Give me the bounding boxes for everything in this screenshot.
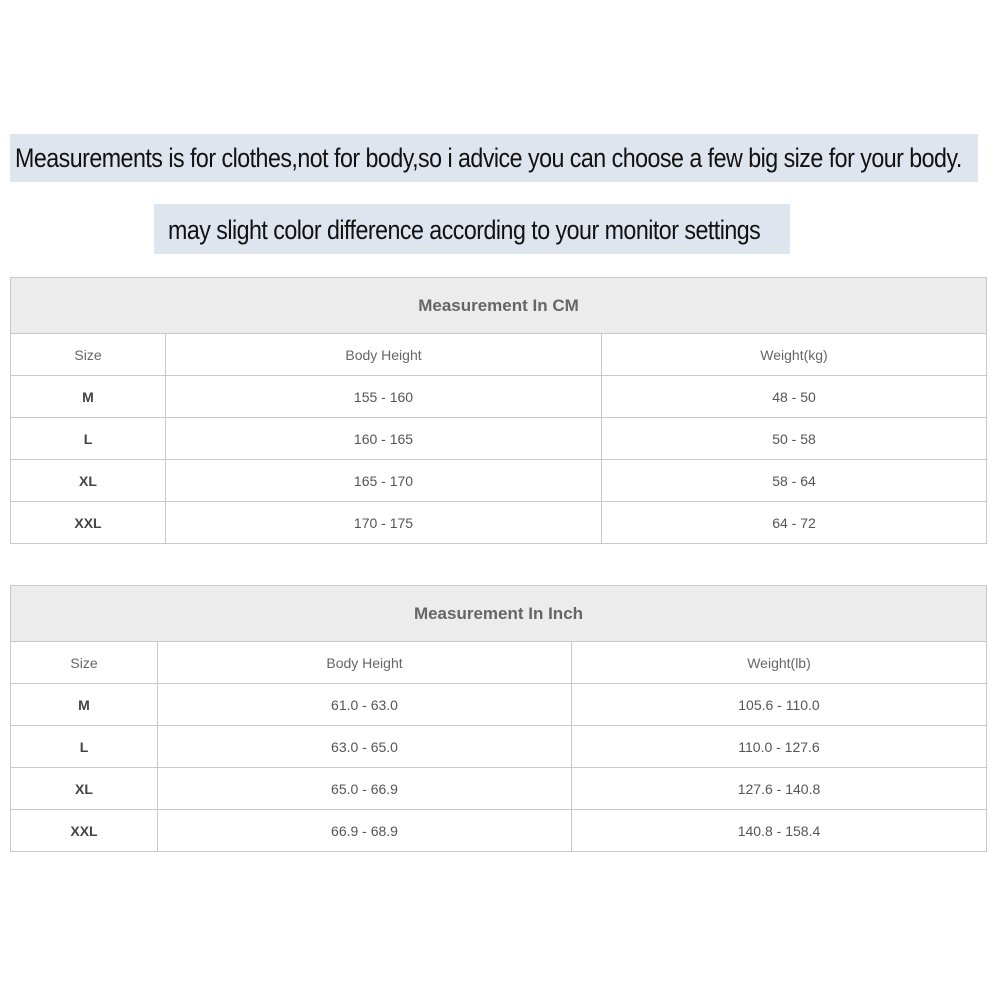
- size-cell: M: [11, 376, 166, 418]
- size-table-inch: [10, 585, 987, 852]
- size-cell: XL: [11, 460, 166, 502]
- height-cell: 155 - 160: [166, 376, 602, 418]
- notice-color-difference-text: may slight color difference according to your monitor settings: [168, 215, 761, 245]
- column-header-body-height: Body Height: [158, 642, 572, 684]
- height-cell: 165 - 170: [166, 460, 602, 502]
- table-title: Measurement In CM: [11, 278, 987, 334]
- column-header-size: Size: [11, 642, 158, 684]
- table-row: [11, 684, 987, 726]
- notice-measurements-text: Measurements is for clothes,not for body,so i advice you can choose a few big size for your body.: [15, 143, 962, 173]
- weight-cell: 105.6 - 110.0: [572, 684, 987, 726]
- table-row: [11, 376, 987, 418]
- height-cell: 66.9 - 68.9: [158, 810, 572, 852]
- table-row: [11, 768, 987, 810]
- size-cell: L: [11, 726, 158, 768]
- notice-measurements: [10, 134, 978, 182]
- weight-cell: 64 - 72: [602, 502, 987, 544]
- weight-cell: 48 - 50: [602, 376, 987, 418]
- table-row: [11, 810, 987, 852]
- table-row: [11, 726, 987, 768]
- table-row: [11, 418, 987, 460]
- height-cell: 160 - 165: [166, 418, 602, 460]
- size-table-cm: [10, 277, 987, 544]
- weight-cell: 127.6 - 140.8: [572, 768, 987, 810]
- notice-color-difference: [154, 204, 790, 254]
- column-header-weight: Weight(lb): [572, 642, 987, 684]
- column-header-weight: Weight(kg): [602, 334, 987, 376]
- table-row: [11, 460, 987, 502]
- size-cell: M: [11, 684, 158, 726]
- column-header-body-height: Body Height: [166, 334, 602, 376]
- weight-cell: 110.0 - 127.6: [572, 726, 987, 768]
- height-cell: 170 - 175: [166, 502, 602, 544]
- height-cell: 61.0 - 63.0: [158, 684, 572, 726]
- size-cell: XXL: [11, 502, 166, 544]
- column-header-size: Size: [11, 334, 166, 376]
- size-cell: L: [11, 418, 166, 460]
- weight-cell: 140.8 - 158.4: [572, 810, 987, 852]
- table-row: [11, 502, 987, 544]
- size-cell: XXL: [11, 810, 158, 852]
- size-cell: XL: [11, 768, 158, 810]
- weight-cell: 50 - 58: [602, 418, 987, 460]
- height-cell: 63.0 - 65.0: [158, 726, 572, 768]
- height-cell: 65.0 - 66.9: [158, 768, 572, 810]
- table-title: Measurement In Inch: [11, 586, 987, 642]
- weight-cell: 58 - 64: [602, 460, 987, 502]
